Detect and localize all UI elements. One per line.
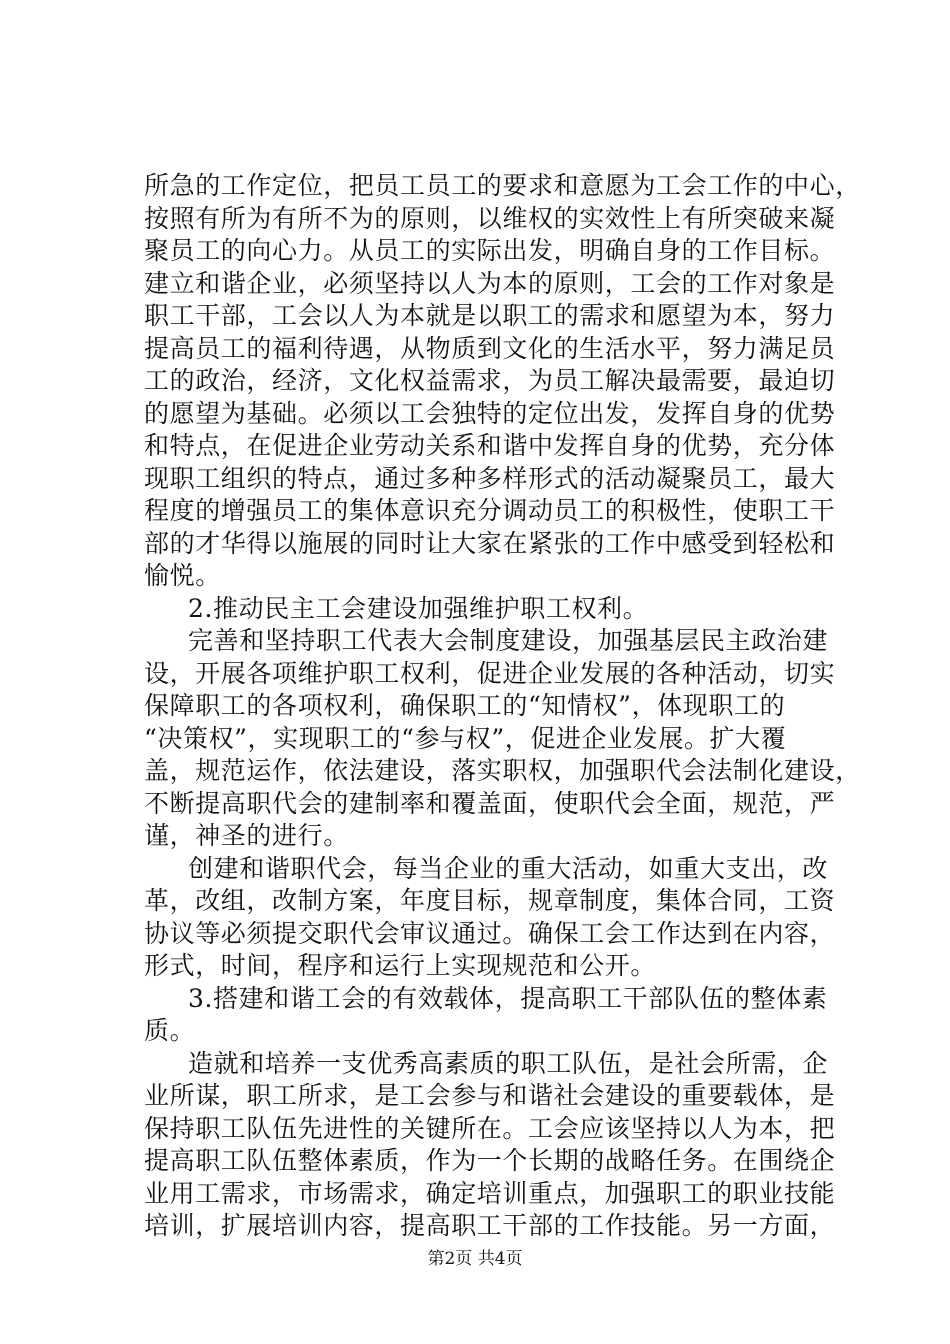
text-line: 按照有所为有所不为的原则，以维权的实效性上有所突破来凝 [144,203,836,233]
text-line: 工的政治，经济，文化权益需求，为员工解决最需要，最迫切 [144,366,836,395]
text-line: 提高员工的福利待遇，从物质到文化的生活水平，努力满足员 [144,333,836,363]
text-line: 提高职工队伍整体素质，作为一个长期的战略任务。在围绕企 [144,1146,836,1175]
text-line: 的愿望为基础。必须以工会独特的定位出发，发挥自身的优势 [144,398,836,428]
text-line: 业用工需求，市场需求，确定培训重点，加强职工的职业技能 [144,1178,836,1208]
text-line: 不断提高职代会的建制率和覆盖面，使职代会全面，规范，严 [144,788,836,818]
text-line: 保持职工队伍先进性的关键所在。工会应该坚持以人为本，把 [144,1113,836,1143]
text-line: 程度的增强员工的集体意识充分调动员工的积极性，使职工干 [144,496,836,525]
text-line: 谨，神圣的进行。 [144,821,349,850]
text-line: 盖，规范运作，依法建设，落实职权，加强职代会法制化建设， [144,756,861,785]
text-line: 设，开展各项维护职工权利，促进企业发展的各种活动，切实 [144,658,836,688]
text-line: 3.搭建和谐工会的有效载体，提高职工干部队伍的整体素 [188,983,828,1013]
text-line: 培训，扩展培训内容，提高职工干部的工作技能。另一方面， [144,1211,836,1240]
text-line: 造就和培养一支优秀高素质的职工队伍，是社会所需，企 [188,1048,829,1078]
text-line: 所急的工作定位，把员工员工的要求和意愿为工会工作的中心， [144,171,861,200]
text-line: 愉悦。 [144,561,221,590]
text-line: 和特点，在促进企业劳动关系和谐中发挥自身的优势，充分体 [144,431,836,460]
text-line: 质。 [144,1016,196,1045]
text-line: 部的才华得以施展的同时让大家在紧张的工作中感受到轻松和 [144,528,836,558]
text-line: “决策权”，实现职工的“参与权”，促进企业发展。扩大覆 [144,723,787,753]
text-line: 形式，时间，程序和运行上实现规范和公开。 [144,951,657,980]
text-line: 创建和谐职代会，每当企业的重大活动，如重大支出，改 [188,853,829,883]
body-text [144,170,861,1243]
text-line: 业所谋，职工所求，是工会参与和谐社会建设的重要载体，是 [144,1081,836,1110]
page-footer: 第2页 共4页 [427,1249,523,1269]
text-line: 建立和谐企业，必须坚持以人为本的原则，工会的工作对象是 [144,268,836,298]
text-line: 聚员工的向心力。从员工的实际出发，明确自身的工作目标。 [144,236,836,265]
text-line: 完善和坚持职工代表大会制度建设，加强基层民主政治建 [188,626,829,655]
text-line: 保障职工的各项权利，确保职工的“知情权”，体现职工的 [144,691,786,720]
text-line: 2.推动民主工会建设加强维护职工权利。 [188,593,649,623]
text-line: 革，改组，改制方案，年度目标，规章制度，集体合同，工资 [144,886,836,915]
text-line: 协议等必须提交职代会审议通过。确保工会工作达到在内容， [144,918,836,948]
text-line: 现职工组织的特点，通过多种多样形式的活动凝聚员工，最大 [144,463,836,493]
text-line: 职工干部，工会以人为本就是以职工的需求和愿望为本，努力 [144,301,836,330]
